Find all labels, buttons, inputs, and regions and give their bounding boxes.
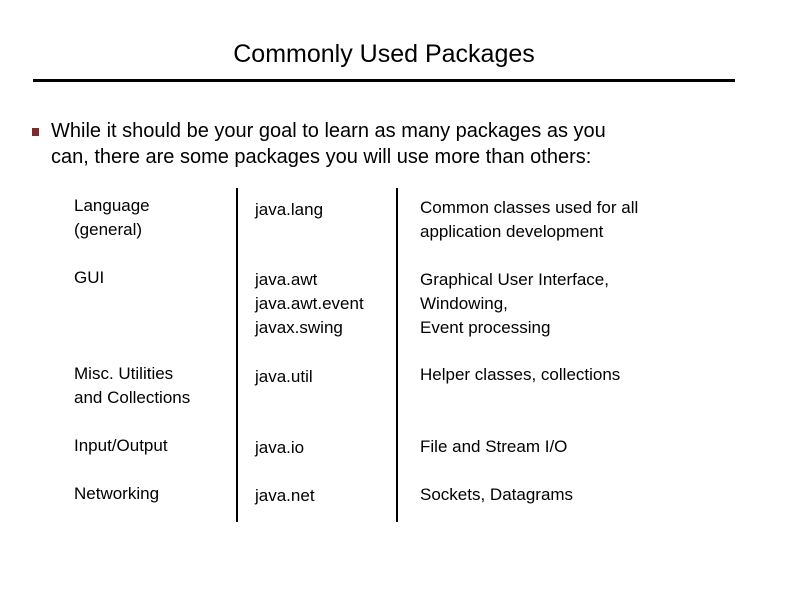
cell-line: and Collections	[74, 388, 191, 407]
cell-line: Graphical User Interface,	[420, 270, 609, 289]
bullet-text-line: While it should be your goal to learn as many packages as you	[51, 120, 606, 142]
table-cell-description	[420, 483, 573, 507]
cell-line: GUI	[74, 268, 105, 287]
table-cell-description	[420, 363, 620, 387]
cell-line: java.io	[255, 438, 305, 457]
cell-line: java.lang	[255, 200, 324, 219]
cell-line: java.util	[255, 367, 313, 386]
bullet-text-line: can, there are some packages you will use more than others:	[51, 146, 592, 168]
cell-line: java.awt.event	[255, 294, 364, 313]
cell-line: application development	[420, 222, 604, 241]
cell-line: (general)	[74, 220, 143, 239]
cell-line: Common classes used for all	[420, 198, 639, 217]
cell-line: Event processing	[420, 318, 551, 337]
cell-line: Language	[74, 196, 150, 215]
cell-line: Misc. Utilities	[74, 364, 174, 383]
cell-line: java.awt	[255, 270, 318, 289]
table-cell-category	[74, 266, 104, 290]
bullet-square-icon	[32, 128, 39, 136]
cell-line: java.net	[255, 486, 315, 505]
table-cell-package	[255, 436, 304, 460]
table-cell-description	[420, 268, 609, 340]
cell-line: File and Stream I/O	[420, 437, 568, 456]
cell-line: javax.swing	[255, 318, 343, 337]
table-cell-description	[420, 196, 638, 244]
table-cell-category	[74, 482, 159, 506]
column-divider	[236, 188, 238, 522]
table-cell-package	[255, 198, 323, 222]
column-divider	[396, 188, 398, 522]
packages-table	[74, 188, 714, 522]
cell-line: Windowing,	[420, 294, 508, 313]
table-cell-category	[74, 362, 190, 410]
cell-line: Helper classes, collections	[420, 365, 621, 384]
table-cell-description	[420, 435, 567, 459]
cell-line: Networking	[74, 484, 160, 503]
table-cell-package	[255, 365, 313, 389]
table-cell-category	[74, 194, 150, 242]
table-cell-package	[255, 268, 364, 340]
cell-line: Input/Output	[74, 436, 168, 455]
bullet-text	[51, 118, 751, 170]
slide-title: Commonly Used Packages	[233, 40, 535, 68]
title-underline	[33, 79, 735, 82]
table-cell-category	[74, 434, 168, 458]
table-cell-package	[255, 484, 315, 508]
cell-line: Sockets, Datagrams	[420, 485, 574, 504]
